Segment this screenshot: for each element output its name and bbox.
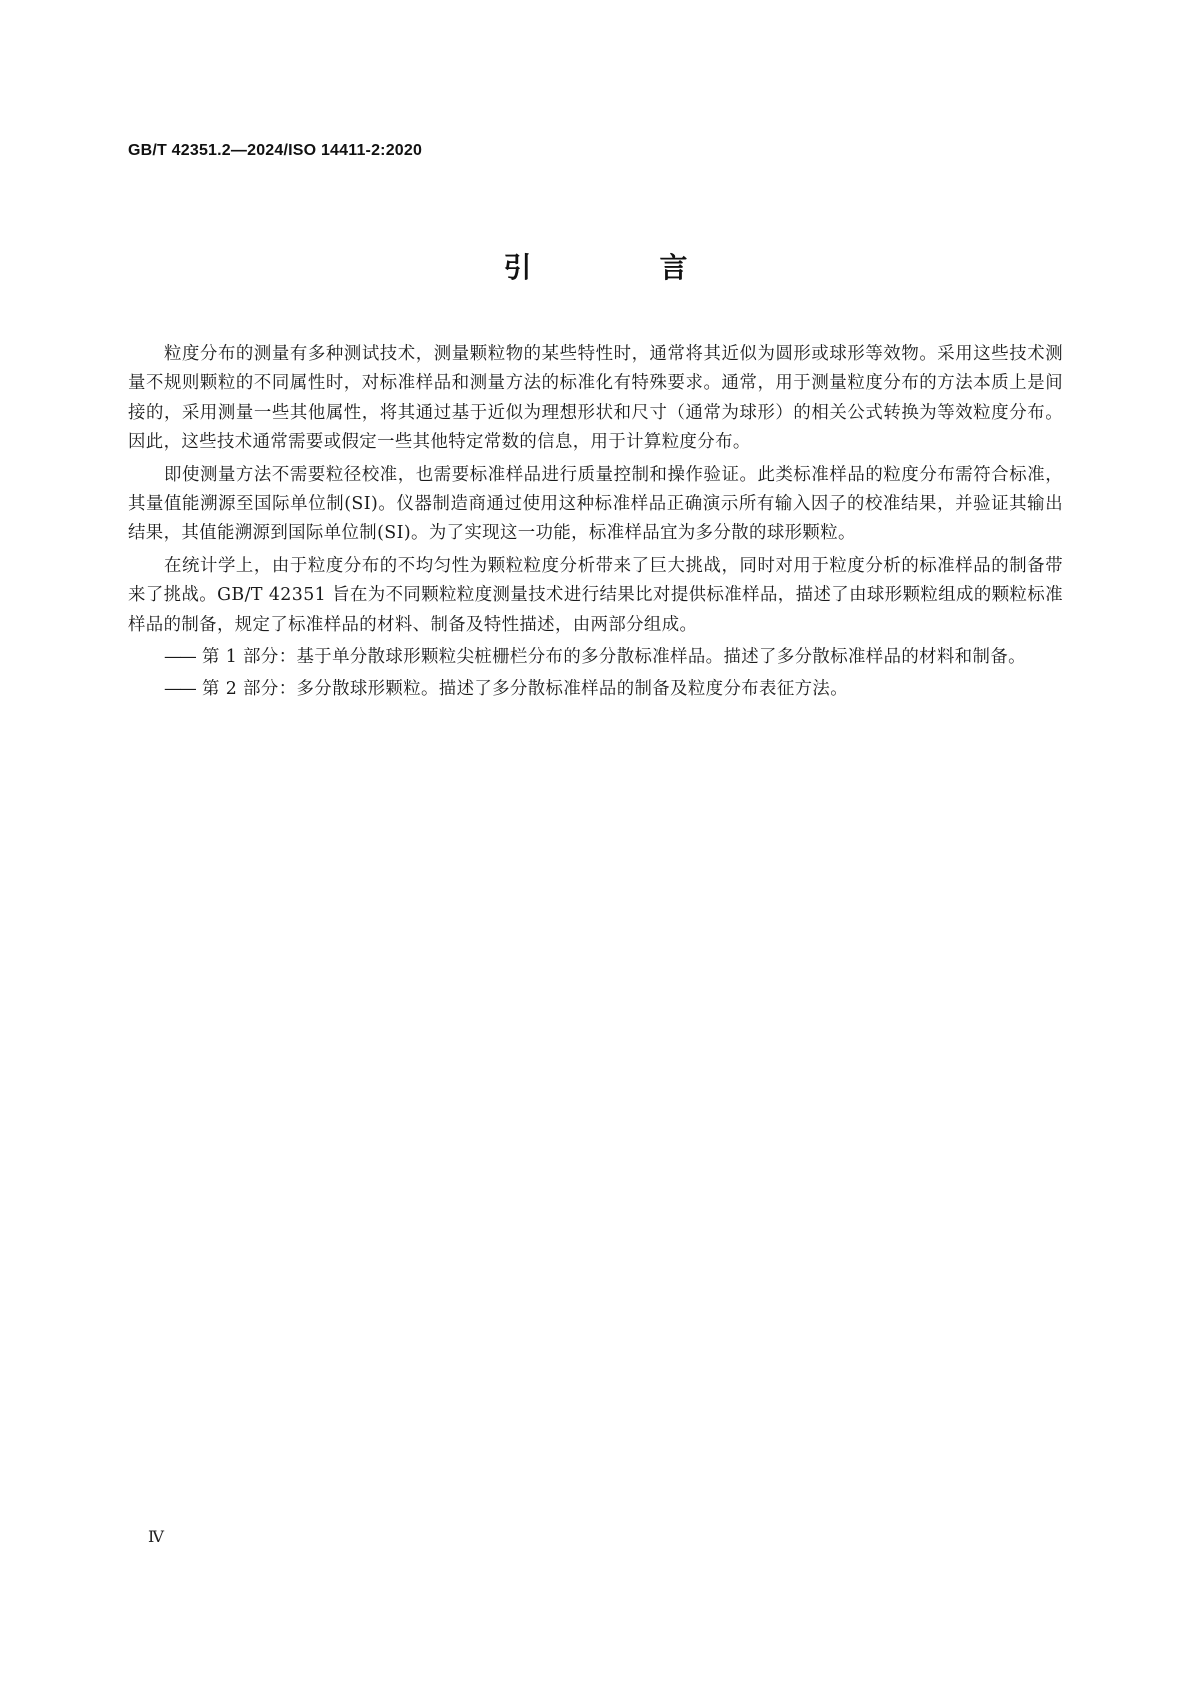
introduction-body: [128, 340, 1063, 708]
paragraph-1: 粒度分布的测量有多种测试技术，测量颗粒物的某些特性时，通常将其近似为圆形或球形等效物。采用这些技术测量不规则颗粒的不同属性时，对标准样品和测量方法的标准化有特殊要求。通常，用于测量粒度分布的方法本质上是间接的，采用测量一些其他属性，将其通过基于近似为理想形状和尺寸（通常为球形）的相关公式转换为等效粒度分布。因此，这些技术通常需要或假定一些其他特定常数的信息，用于计算粒度分布。: [128, 344, 1063, 453]
part-1-text: 第 1 部分：基于单分散球形颗粒尖桩栅栏分布的多分散标准样品。描述了多分散标准样品的材料和制备。: [202, 647, 1026, 668]
page-title: 引 言: [503, 251, 738, 284]
paragraph-2: 即使测量方法不需要粒径校准，也需要标准样品进行质量控制和操作验证。此类标准样品的粒度分布需符合标准，其量值能溯源至国际单位制(SI)。仪器制造商通过使用这种标准样品正确演示所有输入因子的校准结果，并验证其输出结果，其值能溯源到国际单位制(SI)。为了实现这一功能，标准样品宜为多分散的球形颗粒。: [128, 464, 1063, 544]
dash-marker: ——: [164, 679, 195, 700]
list-item-part-2: [128, 675, 1063, 704]
dash-marker: ——: [164, 647, 195, 668]
page-number: Ⅳ: [148, 1527, 164, 1546]
part-2-text: 第 2 部分：多分散球形颗粒。描述了多分散标准样品的制备及粒度分布表征方法。: [202, 679, 848, 700]
standard-number-header: GB/T 42351.2—2024/ISO 14411-2:2020: [128, 142, 423, 159]
paragraph-3: 在统计学上，由于粒度分布的不均匀性为颗粒粒度分析带来了巨大挑战，同时对用于粒度分析的标准样品的制备带来了挑战。GB/T 42351 旨在为不同颗粒粒度测量技术进行结果比对提供标准样品，描述了由球形颗粒组成的颗粒标准样品的制备，规定了标准样品的材料、制备及特性描述，由两部分组成。: [128, 555, 1063, 635]
list-item-part-1: [128, 643, 1063, 672]
